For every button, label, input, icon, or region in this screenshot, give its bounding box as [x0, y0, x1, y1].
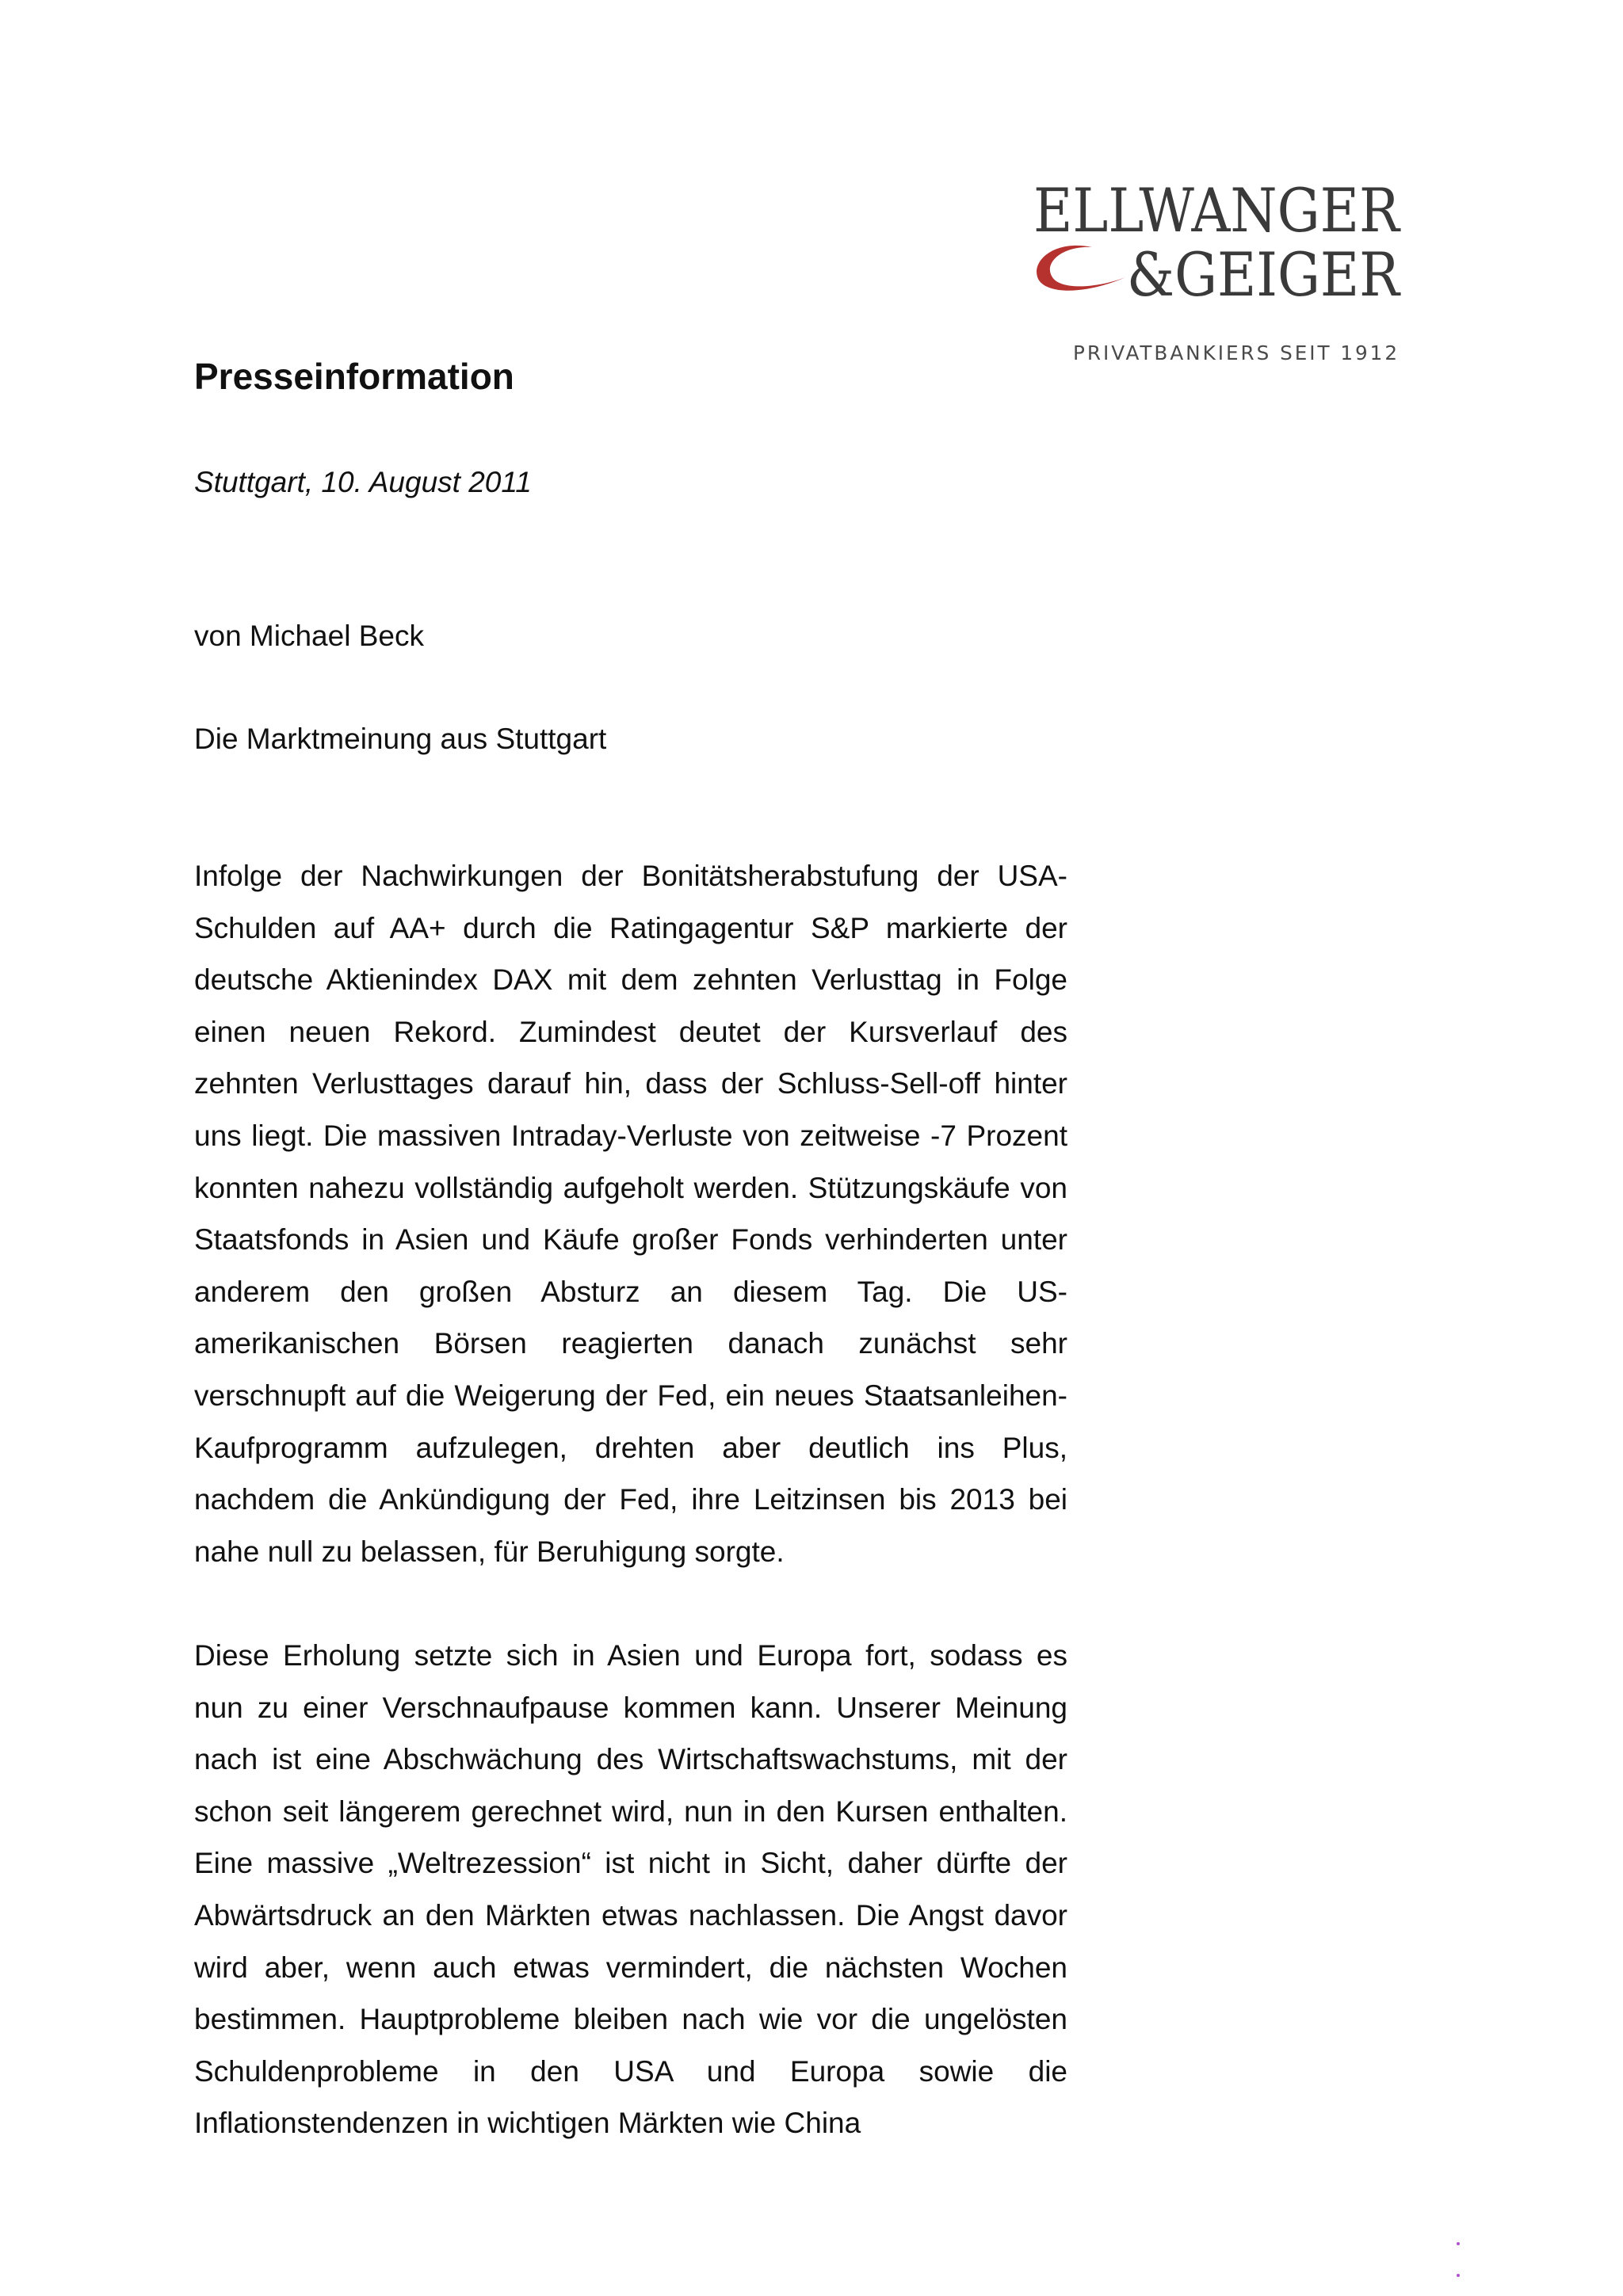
page-title: Presseinformation [194, 356, 514, 397]
body-paragraph-2: Diese Erholung setzte sich in Asien und Europa fort, sodass es nun zu einer Verschnaufpause kommen kann. Unserer Meinung nach ist eine Abschwächung des Wirtschaftswachstums, mit der schon seit längerem gerechnet wird, nun in den Kursen enthalten. Eine massive „Weltrezession“ ist nicht in Sicht, daher dürfte der Abwärtsdruck an den Märkten etwas nachlassen. Die Angst davor wird aber, wenn auch etwas vermindert, die nächsten Wochen bestimmen. Hauptprobleme bleiben nach wie vor die ungelösten Schuldenprobleme in den USA und Europa sowie die Inflationstendenzen in wichtigen Märkten wie China [194, 1639, 1067, 2140]
logo-wordmark-line1: ELLWANGER [1033, 175, 1402, 246]
edge-mark [1457, 2242, 1460, 2245]
ellwanger-geiger-logo [1030, 176, 1403, 370]
body-paragraph-1: Infolge der Nachwirkungen der Bonitätsherabstufung der USA-Schulden auf AA+ durch die Ratingagentur S&P markierte der deutsche Aktienindex DAX mit dem zehnten Verlusttag in Folge einen neuen Rekord. Zumindest deutet der Kursverlauf des zehnten Verlusttages darauf hin, dass der Schluss-Sell-off hinter uns liegt. Die massiven Intraday-Verluste von zeitweise -7 Prozent konnten nahezu vollständig aufgeholt werden. Stützungskäufe von Staatsfonds in Asien und Käufe großer Fonds verhinderten unter anderem den großen Absturz an diesem Tag. Die US-amerikanischen Börsen reagierten danach zunächst sehr verschnupft auf die Weigerung der Fed, ein neues Staatsanleihen-Kaufprogramm aufzulegen, drehten aber deutlich ins Plus, nachdem die Ankündigung der Fed, ihre Leitzinsen bis 2013 bei nahe null zu belassen, für Beruhigung sorgte. [194, 860, 1067, 1568]
logo-swoosh-icon [1037, 246, 1125, 291]
logo-wordmark-line2: &GEIGER [1127, 239, 1402, 310]
edge-mark [1457, 2274, 1460, 2277]
article-subtitle: Die Marktmeinung aus Stuttgart [194, 723, 607, 755]
logo-tagline: PRIVATBANKIERS SEIT 1912 [1073, 341, 1400, 364]
author-byline: von Michael Beck [194, 620, 424, 652]
dateline: Stuttgart, 10. August 2011 [194, 466, 532, 498]
